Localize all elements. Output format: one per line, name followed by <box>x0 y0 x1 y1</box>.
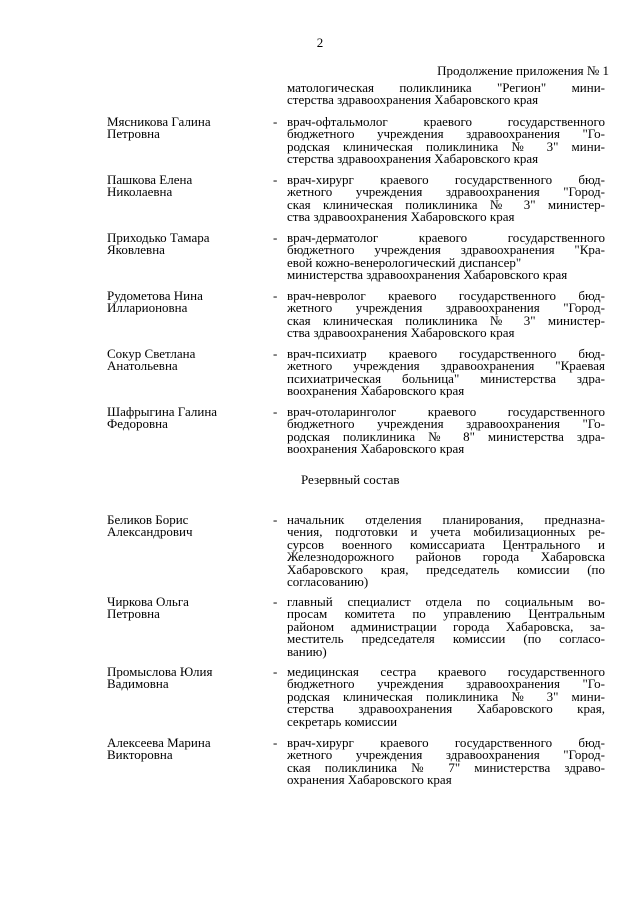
member-description <box>287 348 605 398</box>
patronymic: Илларионовна <box>107 300 188 316</box>
desc-line: медицинская сестра краевого государственного <box>287 664 605 679</box>
desc-line: евой кожно-венерологический диспансер" <box>287 254 522 270</box>
patronymic: Вадимовна <box>107 676 169 692</box>
desc-line: врач-невролог краевого государственного бюд- <box>287 288 605 303</box>
member-description <box>287 514 605 588</box>
desc-line: жетного учреждения здравоохранения "Краевая <box>287 358 605 374</box>
desc-line: врач-дерматолог краевого государственного <box>287 230 605 245</box>
member-description <box>287 232 605 282</box>
member-description <box>287 290 605 340</box>
desc-line: врач-хирург краевого государственного бюд- <box>287 172 605 187</box>
desc-line: жетного учреждения здравоохранения "Город- <box>287 747 605 763</box>
patronymic: Яковлевна <box>107 242 165 258</box>
surname-first-name: Алексеева Марина <box>107 735 211 750</box>
top-fragment <box>287 82 605 107</box>
desc-line: ская клиническая поликлиника № 3" министер- <box>287 196 605 212</box>
member-description <box>287 737 605 787</box>
member-description <box>287 116 605 166</box>
dash: - <box>273 664 278 679</box>
member-name <box>107 596 267 621</box>
desc-line: бюджетного учреждения здравоохранения "Го- <box>287 126 605 142</box>
desc-line: начальник отделения планирования, предназна- <box>287 512 605 527</box>
member-name <box>107 116 267 141</box>
desc-line: врач-психиатр краевого государственного бюд- <box>287 346 605 361</box>
desc-line: стерства здравоохранения Хабаровского края, <box>287 701 605 717</box>
dash: - <box>273 735 278 750</box>
member-description <box>287 596 605 658</box>
surname-first-name: Чиркова Ольга <box>107 594 189 609</box>
member-name <box>107 737 267 762</box>
surname-first-name: Приходько Тамара <box>107 230 210 245</box>
member-name <box>107 232 267 257</box>
surname-first-name: Рудометова Нина <box>107 288 203 303</box>
desc-line: охранения Хабаровского края <box>287 772 452 788</box>
desc-line: ванию) <box>287 643 327 659</box>
desc-line: Хабаровского края, председатель комиссии (по <box>287 561 605 577</box>
desc-line: Железнодорожного районов города Хабаровска <box>287 549 605 565</box>
reserve-section-title: Резервный состав <box>301 472 400 487</box>
member-name <box>107 290 267 315</box>
desc-line: согласованию) <box>287 574 369 590</box>
patronymic: Викторовна <box>107 747 173 763</box>
desc-line: главный специалист отдела по социальным во- <box>287 594 605 609</box>
desc-line: врач-отоларинголог краевого государственного <box>287 404 605 419</box>
member-name <box>107 406 267 431</box>
desc-line: министерства здравоохранения Хабаровского края <box>287 267 568 283</box>
desc-line: врач-хирург краевого государственного бюд- <box>287 735 605 750</box>
member-name <box>107 666 267 691</box>
member-description <box>287 174 605 224</box>
desc-line: сурсов военного комиссариата Центрального и <box>287 536 605 552</box>
desc-line: ская клиническая поликлиника № 3" министер- <box>287 312 605 328</box>
patronymic: Александрович <box>107 524 193 540</box>
desc-line: матологическая поликлиника "Регион" мини- <box>287 80 605 95</box>
desc-line: жетного учреждения здравоохранения "Город- <box>287 300 605 316</box>
surname-first-name: Беликов Борис <box>107 512 189 527</box>
desc-line: стерства здравоохранения Хабаровского края <box>287 92 539 108</box>
member-description <box>287 406 605 456</box>
desc-line: родская клиническая поликлиника № 3" мини- <box>287 688 605 704</box>
patronymic: Анатольевна <box>107 358 178 374</box>
member-name <box>107 174 267 199</box>
member-name <box>107 348 267 373</box>
patronymic: Федоровна <box>107 416 168 432</box>
surname-first-name: Шафрыгина Галина <box>107 404 218 419</box>
surname-first-name: Мясникова Галина <box>107 114 211 129</box>
desc-line: ства здравоохранения Хабаровского края <box>287 325 515 341</box>
desc-line: психиатрическая больница" министерства здра- <box>287 370 605 386</box>
desc-line: чения, подготовки и учета мобилизационных ре- <box>287 524 605 540</box>
dash: - <box>273 288 278 303</box>
desc-line: бюджетного учреждения здравоохранения "Го- <box>287 416 605 432</box>
desc-line: жетного учреждения здравоохранения "Город- <box>287 184 605 200</box>
desc-line: бюджетного учреждения здравоохранения "Го- <box>287 676 605 692</box>
dash: - <box>273 114 278 129</box>
desc-line: секретарь комиссии <box>287 713 398 729</box>
surname-first-name: Пашкова Елена <box>107 172 193 187</box>
desc-line: родская поликлиника № 8" министерства здра- <box>287 428 605 444</box>
desc-line: ства здравоохранения Хабаровского края <box>287 209 515 225</box>
surname-first-name: Сокур Светлана <box>107 346 196 361</box>
dash: - <box>273 172 278 187</box>
desc-line: бюджетного учреждения здравоохранения "Кра- <box>287 242 605 258</box>
desc-line: воохранения Хабаровского края <box>287 383 465 399</box>
page-number: 2 <box>316 35 324 50</box>
desc-line: просам комитета по управлению Центральным <box>287 606 605 622</box>
patronymic: Николаевна <box>107 184 173 200</box>
desc-line: меститель председателя комиссии (по согласо- <box>287 631 605 647</box>
desc-line: воохранения Хабаровского края <box>287 441 465 457</box>
dash: - <box>273 512 278 527</box>
surname-first-name: Промыслова Юлия <box>107 664 213 679</box>
dash: - <box>273 346 278 361</box>
desc-line: врач-офтальмолог краевого государственного <box>287 114 605 129</box>
patronymic: Петровна <box>107 606 160 622</box>
member-name <box>107 514 267 539</box>
dash: - <box>273 230 278 245</box>
continuation-note: Продолжение приложения № 1 <box>437 63 609 78</box>
desc-line: районом администрации города Хабаровска, за- <box>287 618 605 634</box>
dash: - <box>273 594 278 609</box>
member-description <box>287 666 605 728</box>
desc-line: ская поликлиника № 7" министерства здраво- <box>287 759 605 775</box>
dash: - <box>273 404 278 419</box>
desc-line: стерства здравоохранения Хабаровского края <box>287 151 539 167</box>
desc-line: родская клиническая поликлиника № 3" мини- <box>287 138 605 154</box>
patronymic: Петровна <box>107 126 160 142</box>
